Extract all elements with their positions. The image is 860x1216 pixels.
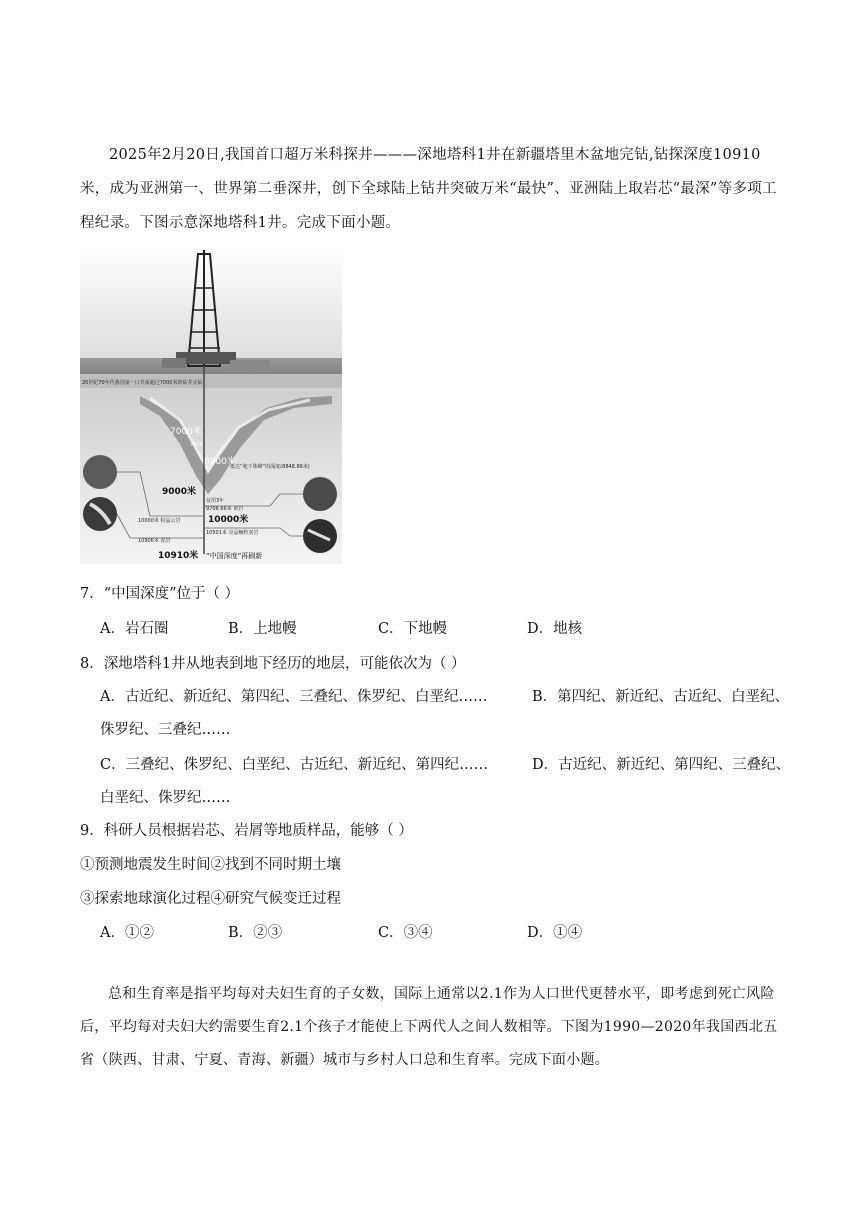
- q9-option-a[interactable]: A．①②: [100, 925, 154, 941]
- label-7000b: 7000: [190, 442, 203, 448]
- q7-stem: 7．“中国深度”位于（ ）: [80, 586, 240, 602]
- q9-option-d[interactable]: D．①④: [527, 925, 583, 941]
- q8-option-b-cont: 侏罗纪、三叠纪……: [100, 722, 231, 738]
- intro-paragraph-2: 总和生育率是指平均每对夫妇生育的子女数，国际上通常以2.1作为人口世代更替水平，即考虑到死亡风险后，平均每对夫妇大约需要生育2.1个孩子才能使上下两代人之间人数相等。下图为1990—2020年我国西北五省（陕西、甘肃、宁夏、青海、新疆）城市与乡村人口总和生育率。完成下面小题。: [80, 986, 778, 1068]
- q8-option-c[interactable]: C．三叠纪、侏罗纪、白垩纪、古近纪、新近纪、第四纪……: [100, 757, 489, 773]
- q8-option-a[interactable]: A．古近纪、新近纪、第四纪、三叠纪、侏罗纪、白垩纪……: [100, 689, 488, 705]
- q8-option-d[interactable]: D．古近纪、新近纪、第四纪、三叠纪、: [532, 757, 791, 773]
- q7-option-b[interactable]: B．上地幔: [228, 621, 297, 637]
- label-8000: 8000米: [204, 457, 236, 467]
- q9-option-c[interactable]: C．③④: [378, 925, 433, 941]
- q9-statements-2: ③探索地球演化过程④研究气候变迁过程: [80, 891, 341, 907]
- label-10906: 10906米 泥岩: [138, 538, 171, 544]
- rock-sample-3: [303, 477, 337, 511]
- label-9708: 9708.66米 黄岩: [206, 506, 244, 512]
- label-9000: 9000米: [162, 487, 197, 497]
- q7-option-c[interactable]: C．下地幔: [378, 621, 448, 637]
- label-refresh: “中国深度”再刷新: [206, 552, 263, 560]
- q7-option-a[interactable]: A．岩石圈: [100, 621, 169, 637]
- label-only3: 仅用3年: [206, 498, 225, 504]
- q8-option-d-cont: 白垩纪、侏罗纪……: [100, 790, 231, 806]
- q8-stem: 8．深地塔科1井从地表到地下经历的地层，可能依次为（ ）: [80, 656, 466, 672]
- q9-stem: 9．科研人员根据岩芯、岩屑等地质样品，能够（ ）: [80, 823, 413, 839]
- rock-sample-2: [83, 497, 117, 531]
- deep-well-figure: [80, 248, 342, 564]
- q7-option-d[interactable]: D．地核: [527, 621, 583, 637]
- q9-statements-1: ①预测地震发生时间②找到不同时期土壤: [80, 857, 341, 873]
- q8-option-b[interactable]: B．第四纪、新近纪、古近纪、白垩纪、: [532, 689, 790, 705]
- q9-option-b[interactable]: B．②③: [228, 925, 283, 941]
- label-everest: 抵达“地下珠峰”的深度(8848.86米): [230, 464, 310, 470]
- label-1970: 20世纪70年代我国第一口井深超过7000米的钻井完钻: [82, 380, 203, 386]
- rock-sample-1: [83, 455, 117, 489]
- intro-paragraph-1: 2025年2月20日,我国首口超万米科探井———深地塔科1井在新疆塔里木盆地完钻,钻探深度10910米，成为亚洲第一、世界第二垂深井，创下全球陆上钻井突破万米“最快”、亚洲陆上取岩芯“最深”等多项工程纪录。下图示意深地塔科1井。完成下面小题。: [80, 147, 777, 231]
- label-10000: 10000米: [208, 515, 249, 525]
- label-7000: 7000米: [170, 427, 202, 437]
- label-10501: 10501米 亮晶鲕粒灰岩: [206, 530, 259, 536]
- label-10910: 10910米: [158, 551, 199, 561]
- label-10000-rock: 10000米 粉晶云岩: [138, 518, 181, 524]
